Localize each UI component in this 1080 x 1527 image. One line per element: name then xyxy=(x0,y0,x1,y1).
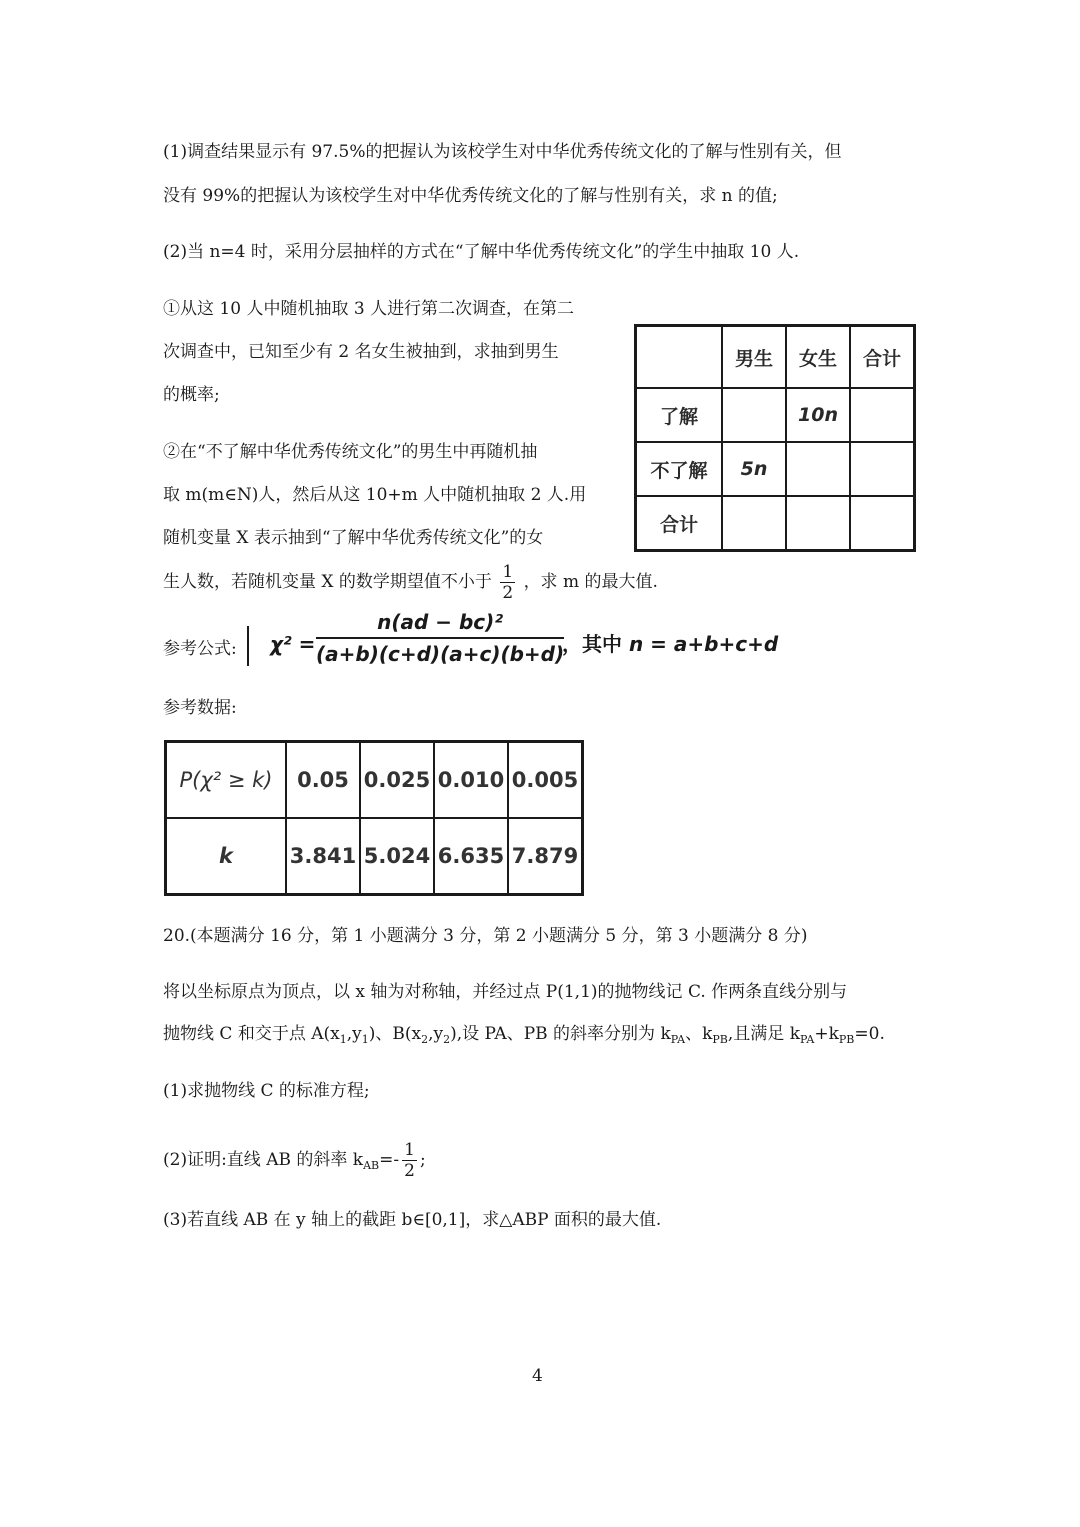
data-label: 参考数据: xyxy=(163,698,237,718)
q19-item1-line2: 次调查中，已知至少有 2 名女生被抽到，求抽到男生 xyxy=(163,342,559,362)
page-number: 4 xyxy=(532,1366,543,1386)
q20-intro-line2: 抛物线 C 和交于点 $A(x_1,y_1)$、$B(x_2,y_2)$,设 PA、PB 的斜率分别为 $k_{PA}$、$k_{PB}$,且满足 $k_{PA}+k_{PB}=0$. xyxy=(163,1024,885,1046)
fraction-denominator: 2 xyxy=(502,583,514,603)
q19-part2: (2)当 n=4 时，采用分层抽样的方式在“了解中华优秀传统文化”的学生中抽取 10 人. xyxy=(163,242,800,262)
fraction-one-half xyxy=(402,1140,417,1181)
q20-part1: (1)求抛物线 C 的标准方程; xyxy=(163,1081,370,1101)
table-cell: 5.024 xyxy=(360,818,434,895)
cursor-bar xyxy=(247,626,249,666)
q20-part2-sub: AB xyxy=(363,1159,380,1172)
q19-item1-line3: 的概率; xyxy=(163,385,220,405)
table-cell: 3.841 xyxy=(286,818,360,895)
table-cell: 0.005 xyxy=(508,742,583,819)
table-row xyxy=(636,442,915,496)
q19-part1-line2: 没有 99%的把握认为该校学生对中华优秀传统文化的了解与性别有关，求 n 的值; xyxy=(163,186,778,206)
table-header-total: 合计 xyxy=(850,326,915,389)
formula-label: 参考公式: xyxy=(163,639,237,659)
table-cell: 0.010 xyxy=(434,742,508,819)
q19-item2-line3: 随机变量 X 表示抽到“了解中华优秀传统文化”的女 xyxy=(163,528,544,548)
gender-contingency-table xyxy=(634,324,916,552)
table-cell xyxy=(722,496,786,551)
formula-numerator: n(ad − bc)² xyxy=(316,610,564,639)
table-cell xyxy=(850,388,915,442)
fraction-numerator: 1 xyxy=(502,562,514,582)
table-cell: 7.879 xyxy=(508,818,583,895)
table-row xyxy=(166,742,583,819)
table-cell: k xyxy=(166,818,287,895)
table-cell: P(χ² ≥ k) xyxy=(166,742,287,819)
q20-intro-line1: 将以坐标原点为顶点，以 x 轴为对称轴，并经过点 P(1,1)的抛物线记 C. 作两条直线分别与 xyxy=(163,982,848,1002)
row-label-not-understand: 不了解 xyxy=(636,442,723,496)
table-cell xyxy=(636,326,723,389)
q20-heading: 20.(本题满分 16 分，第 1 小题满分 3 分，第 2 小题满分 5 分，第 3 小题满分 8 分) xyxy=(163,926,808,946)
table-header-row xyxy=(636,326,915,389)
q20-part2 xyxy=(163,1140,426,1181)
formula-fraction xyxy=(316,610,564,666)
table-cell xyxy=(850,442,915,496)
formula-rhs-expression: n = a+b+c+d xyxy=(628,632,779,656)
q19-item1-line1: ①从这 10 人中随机抽取 3 人进行第二次调查，在第二 xyxy=(163,299,575,319)
table-cell xyxy=(850,496,915,551)
table-cell: 0.025 xyxy=(360,742,434,819)
table-cell xyxy=(722,388,786,442)
table-header-male: 男生 xyxy=(722,326,786,389)
q20-part2-end: ; xyxy=(419,1150,426,1170)
table-cell: 6.635 xyxy=(434,818,508,895)
row-label-understand: 了解 xyxy=(636,388,723,442)
fraction-denominator: 2 xyxy=(404,1161,415,1181)
fraction-one-half xyxy=(500,562,515,603)
q19-item2-line4-a: 生人数，若随机变量 X 的数学期望值不小于 xyxy=(163,572,492,592)
q19-item2-line2: 取 m(m∈N)人，然后从这 10+m 人中随机抽取 2 人.用 xyxy=(163,485,587,505)
q20-part2-prefix: (2)证明:直线 AB 的斜率 k xyxy=(163,1150,364,1170)
row-label-total: 合计 xyxy=(636,496,723,551)
table-row xyxy=(636,496,915,551)
q20-part3: (3)若直线 AB 在 y 轴上的截距 b∈[0,1]，求△ABP 面积的最大值. xyxy=(163,1210,662,1230)
q19-item2-line1: ②在“不了解中华优秀传统文化”的男生中再随机抽 xyxy=(163,442,538,462)
table-cell xyxy=(786,496,850,551)
table-cell xyxy=(786,442,850,496)
formula-rhs xyxy=(562,628,778,657)
table-row xyxy=(636,388,915,442)
q19-part1-line1: (1)调查结果显示有 97.5%的把握认为该校学生对中华优秀传统文化的了解与性别有关，但 xyxy=(163,142,842,162)
formula-rhs-prefix: ，其中 xyxy=(562,632,622,656)
table-row xyxy=(166,818,583,895)
formula-denominator: (a+b)(c+d)(a+c)(b+d) xyxy=(316,642,565,666)
q19-item2-line4-b: ，求 m 的最大值. xyxy=(523,572,658,592)
table-header-female: 女生 xyxy=(786,326,850,389)
chi-square-reference-table xyxy=(164,740,584,896)
table-cell: 5n xyxy=(722,442,786,496)
q19-item2-line4 xyxy=(163,562,658,603)
q20-part2-eq: =- xyxy=(379,1150,400,1170)
formula-lhs: χ² = xyxy=(270,632,316,656)
table-cell: 0.05 xyxy=(286,742,360,819)
fraction-numerator: 1 xyxy=(404,1140,415,1160)
table-cell: 10n xyxy=(786,388,850,442)
